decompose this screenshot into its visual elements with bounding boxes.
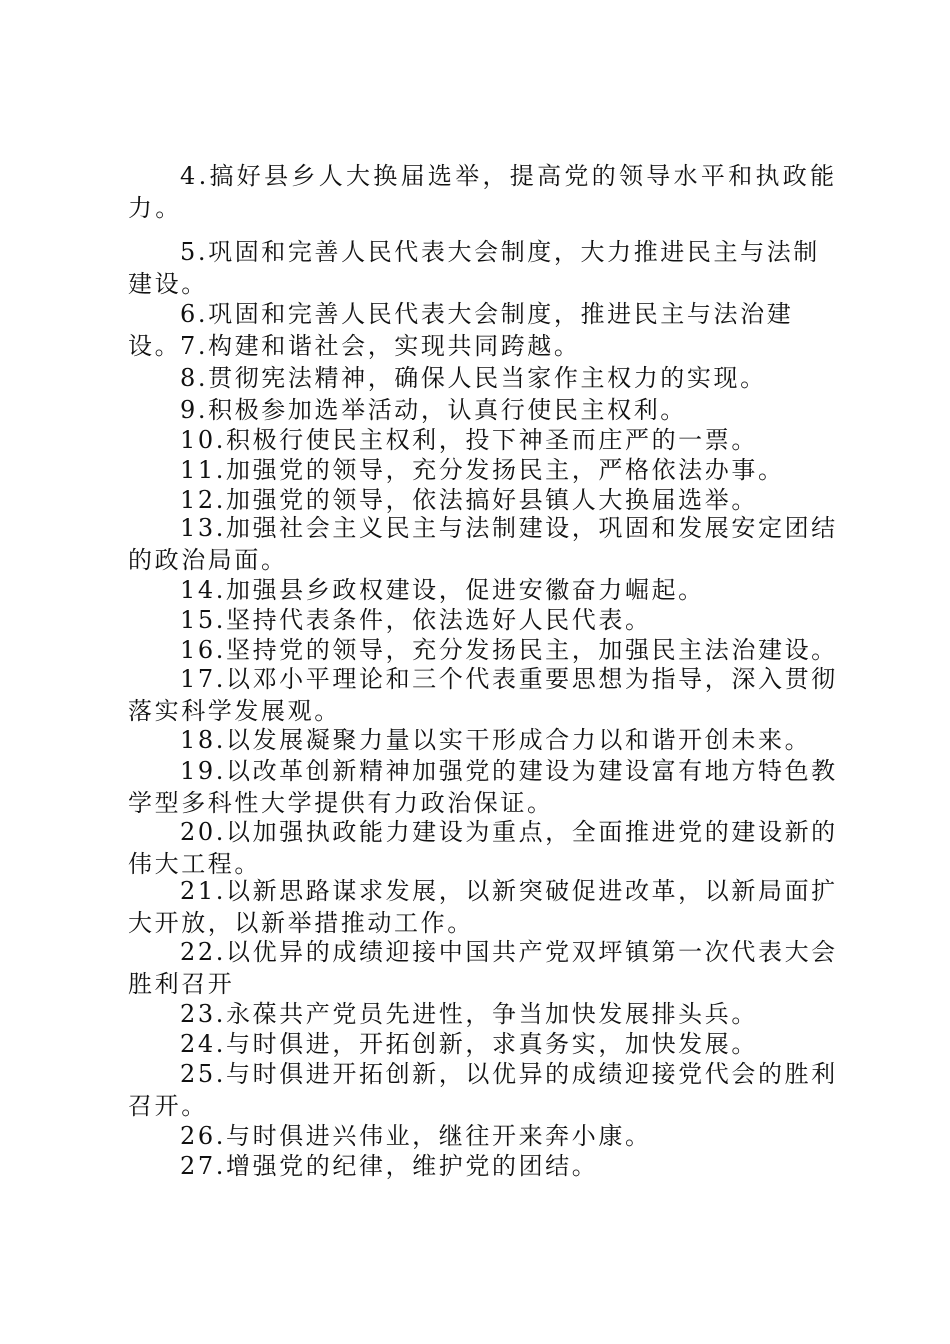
slogan-item-9: 9.积极参加选举活动，认真行使民主权利。: [180, 396, 687, 424]
slogan-item-8: 8.贯彻宪法精神，确保人民当家作主权力的实现。: [180, 364, 767, 392]
slogan-item-17: 17.以邓小平理论和三个代表重要思想为指导，深入贯彻落实科学发展观。: [128, 665, 838, 725]
slogan-item-24: 24.与时俱进，开拓创新，求真务实，加快发展。: [180, 1030, 758, 1058]
slogan-item-12: 12.加强党的领导，依法搞好县镇人大换届选举。: [180, 486, 758, 514]
slogan-item-11: 11.加强党的领导，充分发扬民主，严格依法办事。: [180, 456, 785, 484]
slogan-item-26: 26.与时俱进兴伟业，继往开来奔小康。: [180, 1122, 652, 1150]
slogan-item-27: 27.增强党的纪律，维护党的团结。: [180, 1152, 599, 1180]
slogan-item-7: 7.构建和谐社会，实现共同跨越。: [180, 332, 581, 360]
slogan-item-4: 4.搞好县乡人大换届选举，提高党的领导水平和执政能力。: [128, 162, 838, 222]
slogan-item-14: 14.加强县乡政权建设，促进安徽奋力崛起。: [180, 576, 705, 604]
slogan-item-23: 23.永葆共产党员先进性，争当加快发展排头兵。: [180, 1000, 758, 1028]
slogan-item-21: 21.以新思路谋求发展，以新突破促进改革，以新局面扩大开放，以新举措推动工作。: [128, 877, 838, 937]
slogan-item-10: 10.积极行使民主权利，投下神圣而庄严的一票。: [180, 426, 758, 454]
slogan-item-22: 22.以优异的成绩迎接中国共产党双坪镇第一次代表大会胜利召开: [128, 938, 838, 998]
slogan-item-18: 18.以发展凝聚力量以实干形成合力以和谐开创未来。: [180, 726, 812, 754]
slogan-item-16: 16.坚持党的领导，充分发扬民主，加强民主法治建设。: [180, 636, 838, 664]
slogan-item-19: 19.以改革创新精神加强党的建设为建设富有地方特色教学型多科性大学提供有力政治保证。: [128, 757, 838, 817]
slogan-item-5: 5.巩固和完善人民代表大会制度，大力推进民主与法制建设。: [128, 238, 820, 298]
slogan-item-6: 6.巩固和完善人民代表大会制度，推进民主与法治建设。: [128, 300, 794, 360]
slogan-item-20: 20.以加强执政能力建设为重点，全面推进党的建设新的伟大工程。: [128, 818, 838, 878]
slogan-item-25: 25.与时俱进开拓创新，以优异的成绩迎接党代会的胜利召开。: [128, 1060, 838, 1120]
slogan-item-13: 13.加强社会主义民主与法制建设，巩固和发展安定团结的政治局面。: [128, 514, 838, 574]
slogan-item-15: 15.坚持代表条件，依法选好人民代表。: [180, 606, 652, 634]
